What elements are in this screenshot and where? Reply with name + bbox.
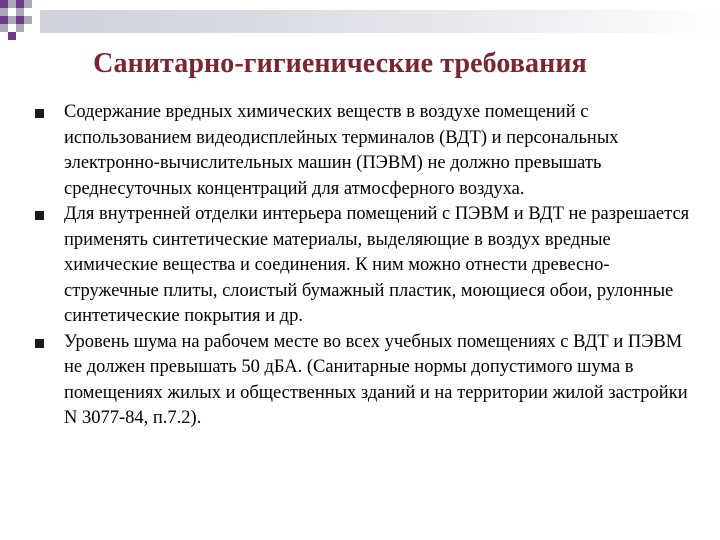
decor-square <box>0 0 8 8</box>
bullet-text: Уровень шума на рабочем месте во всех учебных помещениях с ВДТ и ПЭВМ не должен превышать 50 дБА. (Санитарные нормы допустимого шума в помещениях жилых и общественных зданий и на территории жилой застройки N 3077-84, п.7.2). <box>64 331 688 428</box>
bullet-list <box>0 100 720 432</box>
bullet-text: Содержание вредных химических веществ в воздухе помещений с использованием видеодисплейных терминалов (ВДТ) и персональных электронно-вычислительных машин (ПЭВМ) не должно превышать среднесуточных концентраций для атмосферного воздуха. <box>64 102 619 199</box>
square-bullet-icon <box>35 109 44 118</box>
list-item <box>0 202 720 330</box>
decor-square <box>16 16 24 24</box>
square-bullet-icon <box>35 339 44 348</box>
decor-square <box>0 8 8 16</box>
decor-square <box>8 0 16 8</box>
bullet-text: Для внутренней отделки интерьера помещений с ПЭВМ и ВДТ не разрешается применять синтетические материалы, выделяющие в воздух вредные химические вещества и соединения. К ним можно отнести древесно-стружечные плиты, слоистый бумажный пластик, моющиеся обои, рулонные синтетические покрытия и др. <box>64 204 690 326</box>
decor-square <box>16 0 24 8</box>
decor-square <box>0 24 8 32</box>
decor-square <box>8 32 16 40</box>
decor-square <box>16 24 24 32</box>
decor-square <box>8 16 16 24</box>
decor-square <box>16 8 24 16</box>
list-item <box>0 330 720 432</box>
slide-title: Санитарно-гигиенические требования <box>93 48 587 79</box>
decor-square <box>24 16 32 24</box>
decor-square <box>0 16 8 24</box>
header-gradient-bar <box>40 10 720 33</box>
list-item <box>0 100 720 202</box>
decor-square <box>24 0 32 8</box>
square-bullet-icon <box>35 211 44 220</box>
